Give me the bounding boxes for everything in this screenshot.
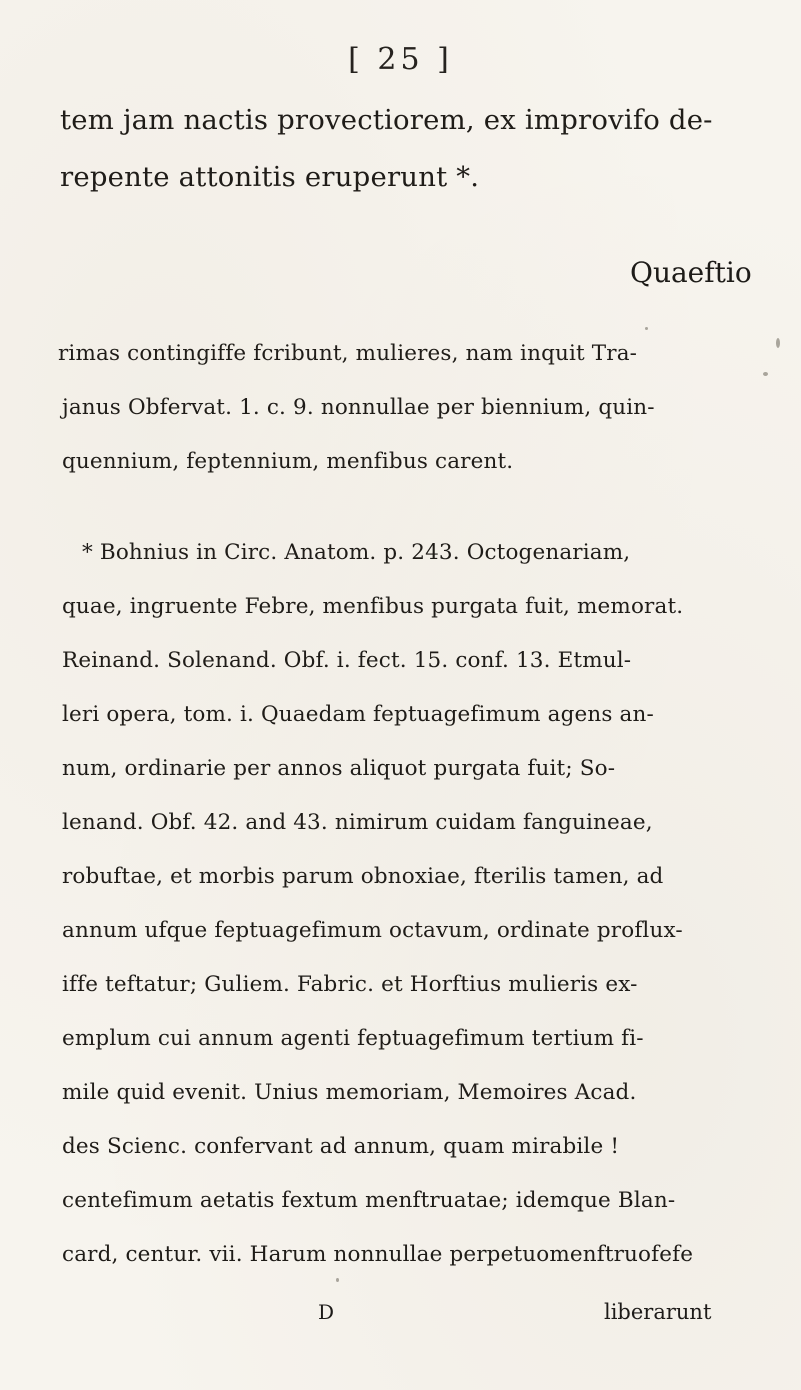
footnote-line: emplum cui annum agenti feptuagefimum tertium fi- [62, 1026, 644, 1051]
page-number: [ 25 ] [348, 42, 453, 77]
text-line: janus Obfervat. 1. c. 9. nonnullae per biennium, quin- [62, 395, 655, 420]
footnote-line: annum ufque feptuagefimum octavum, ordinate proflux- [62, 918, 683, 943]
rubric-heading: Quaeftio [630, 256, 752, 289]
paper-speck [336, 1278, 339, 1282]
footnote-line: card, centur. vii. Harum nonnullae perpetuomenftruofefe [62, 1242, 694, 1267]
footnote-line: lenand. Obf. 42. and 43. nimirum cuidam fanguineae, [62, 810, 653, 835]
text-line: quennium, feptennium, menfibus carent. [62, 449, 514, 474]
paper-speck [763, 372, 768, 376]
footnote-line: des Scienc. confervant ad annum, quam mirabile ! [62, 1134, 620, 1159]
text-line: rimas contingiffe fcribunt, mulieres, nam inquit Tra- [58, 341, 638, 366]
footnote-line: robuftae, et morbis parum obnoxiae, fterilis tamen, ad [62, 864, 664, 889]
footnote-line: quae, ingruente Febre, menfibus purgata fuit, memorat. [62, 594, 684, 619]
catchword: liberarunt [604, 1300, 712, 1324]
footnote-line: mile quid evenit. Unius memoriam, Memoires Acad. [62, 1080, 637, 1105]
paper-speck [645, 327, 648, 330]
footnote-line: * Bohnius in Circ. Anatom. p. 243. Octogenariam, [82, 540, 631, 565]
signature-mark: D [318, 1300, 335, 1324]
footnote-line: iffe teftatur; Guliem. Fabric. et Horftius mulieris ex- [62, 972, 638, 997]
footnote-line: centefimum aetatis fextum menftruatae; idemque Blan- [62, 1188, 676, 1213]
footnote-line: Reinand. Solenand. Obf. i. fect. 15. conf. 13. Etmul- [62, 648, 632, 673]
text-line: repente attonitis eruperunt *. [60, 161, 480, 193]
footnote-line: leri opera, tom. i. Quaedam feptuagefimum agens an- [62, 702, 654, 727]
paper-speck [776, 338, 780, 348]
text-line: tem jam nactis provectiorem, ex improvifo de- [60, 104, 713, 136]
footnote-line: num, ordinarie per annos aliquot purgata fuit; So- [62, 756, 616, 781]
